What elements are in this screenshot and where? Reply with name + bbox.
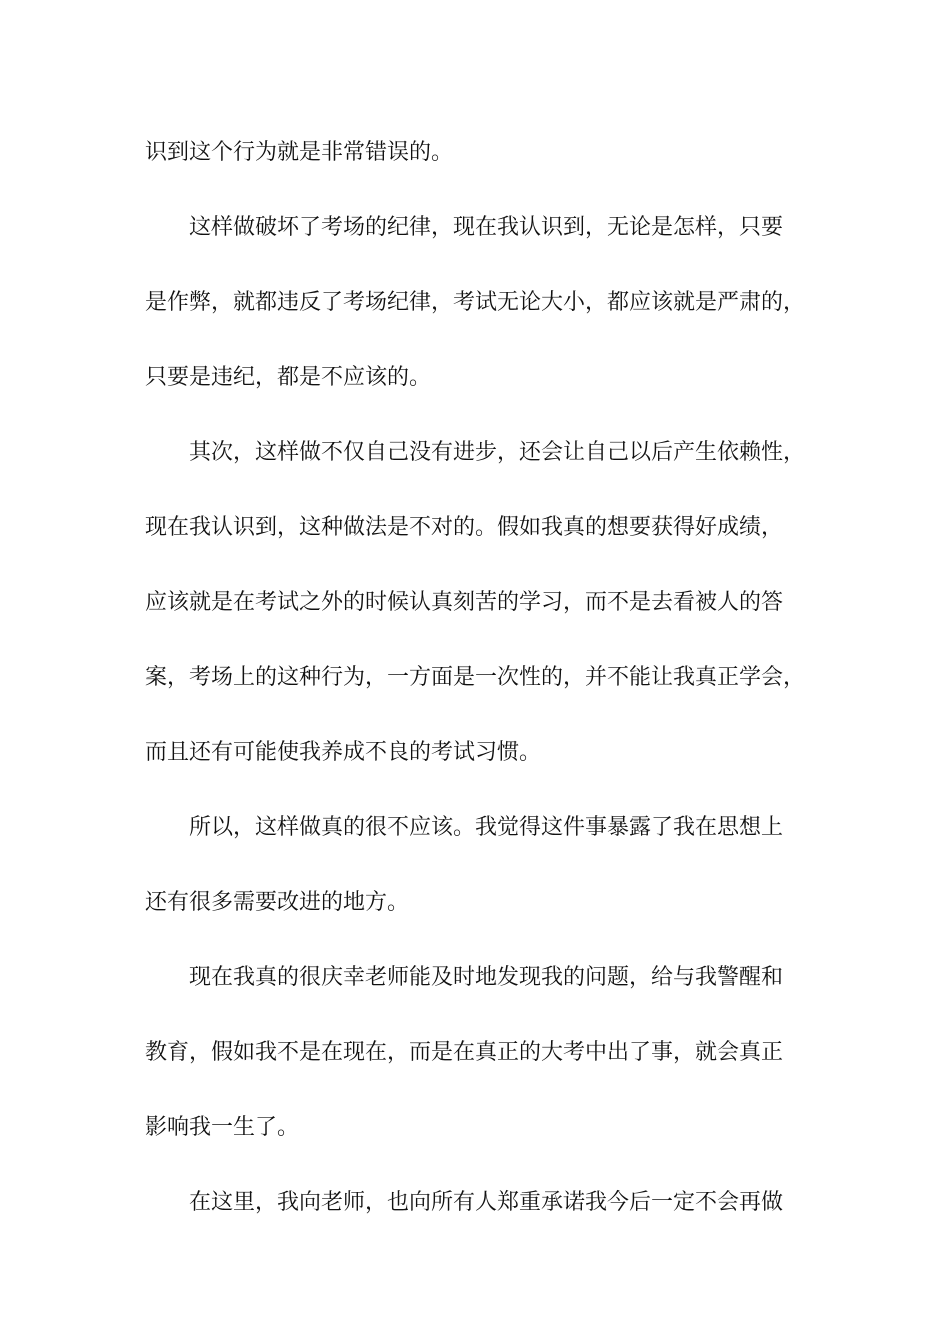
text-line: 还有很多需要改进的地方。 [145, 890, 410, 915]
text-line: 而且还有可能使我养成不良的考试习惯。 [145, 740, 542, 765]
document-body [145, 128, 805, 1253]
text-line: 案，考场上的这种行为，一方面是一次性的，并不能让我真正学会， [145, 665, 806, 690]
paragraph-start-line: 所以，这样做真的很不应该。我觉得这件事暴露了我在思想上 [189, 815, 784, 840]
text-line: 只要是违纪，都是不应该的。 [145, 365, 432, 390]
text-line: 教育，假如我不是在现在，而是在真正的大考中出了事，就会真正 [145, 1040, 784, 1065]
paragraph-start-line: 在这里，我向老师，也向所有人郑重承诺我今后一定不会再做 [189, 1190, 784, 1215]
paragraph-start-line: 现在我真的很庆幸老师能及时地发现我的问题，给与我警醒和 [189, 965, 784, 990]
text-line: 现在我认识到，这种做法是不对的。假如我真的想要获得好成绩， [145, 515, 784, 540]
paragraph-start-line: 这样做破坏了考场的纪律，现在我认识到，无论是怎样，只要 [189, 215, 784, 240]
text-line: 应该就是在考试之外的时候认真刻苦的学习，而不是去看被人的答 [145, 590, 784, 615]
text-line: 影响我一生了。 [145, 1115, 300, 1140]
paragraph-start-line: 其次，这样做不仅自己没有进步，还会让自己以后产生依赖性， [189, 440, 806, 465]
text-line: 识到这个行为就是非常错误的。 [145, 140, 454, 165]
text-line: 是作弊，就都违反了考场纪律，考试无论大小，都应该就是严肃的， [145, 290, 806, 315]
